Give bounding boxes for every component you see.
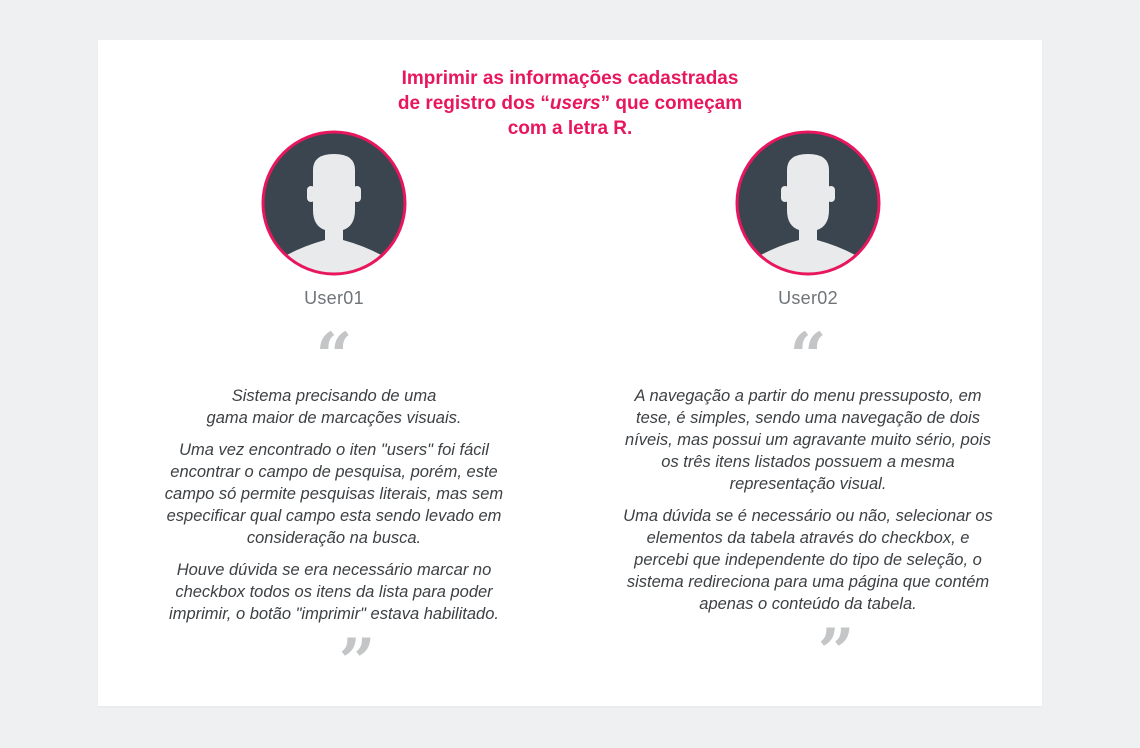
comment-text [138,385,530,625]
user-feedback-user02 [596,130,1020,690]
title-line-2-before: de registro dos “ [397,93,550,114]
user-avatar-icon [735,130,881,276]
user-avatar-icon [261,130,407,276]
title-line-1: Imprimir as informações cadastradas [401,68,739,89]
comment-paragraph: Uma dúvida se é necessário ou não, selecionar os elementos da tabela através do checkbox, e percebi que independente do tipo de seleção, o sistema redireciona para uma página que contém apenas o conteúdo da tabela. [623,507,993,613]
feedback-card [98,40,1042,706]
comment-paragraph: A navegação a partir do menu pressuposto, em tese, é simples, sendo uma navegação de dois níveis, mas possui um agravante muito sério, pois os três itens listados possuem a mesma representação visual. [625,387,991,493]
comment-text [596,385,1020,615]
title-line-3: com a letra R. [507,118,633,139]
title-emphasis-users: users [549,93,601,114]
close-quote-icon: ” [817,615,855,690]
comment-paragraph: Uma vez encontrado o iten "users" foi fácil encontrar o campo de pesquisa, porém, este campo só permite pesquisas literais, mas sem especificar qual campo esta sendo levado em consideração na busca. [164,441,504,547]
username-label: User01 [304,288,364,308]
open-quote-icon: “ [315,319,353,394]
title-line-2-after: ” que começam [600,93,743,114]
comment-paragraph: Houve dúvida se era necessário marcar no checkbox todos os itens da lista para poder imprimir, o botão "imprimir" estava habilitado. [169,561,499,623]
user-feedback-user01 [138,130,530,700]
comment-paragraph: Sistema precisando de uma gama maior de marcações visuais. [206,387,462,427]
close-quote-icon: ” [338,625,376,700]
open-quote-icon: “ [789,319,827,394]
username-label: User02 [778,288,838,308]
